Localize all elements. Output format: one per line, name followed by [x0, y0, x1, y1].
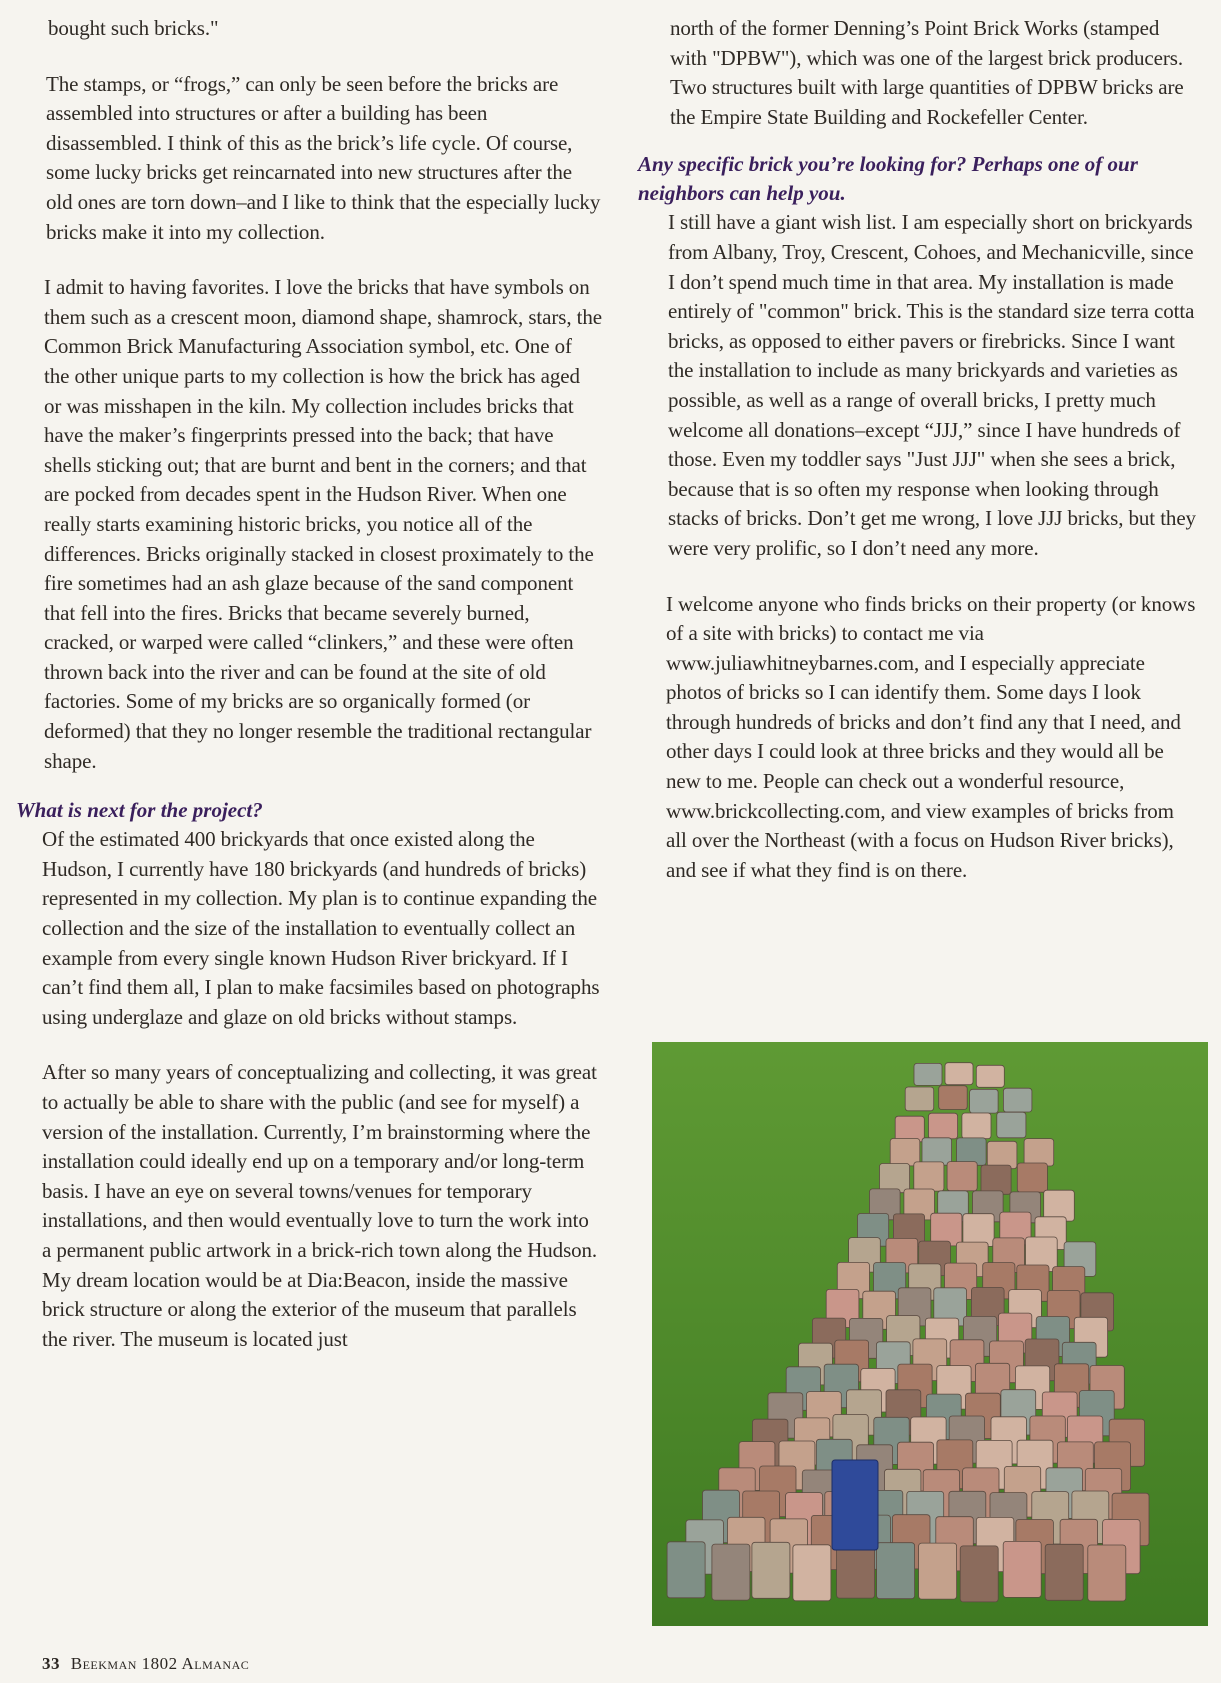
brick: [914, 1063, 942, 1085]
brick: [905, 1087, 934, 1111]
brick: [1017, 1163, 1047, 1192]
brick: [712, 1544, 750, 1600]
brick: [962, 1113, 991, 1139]
brick: [947, 1162, 977, 1191]
left-paragraph-1: bought such bricks.": [48, 16, 219, 40]
brick: [929, 1113, 958, 1139]
brick-installation-photo: [652, 1042, 1208, 1626]
brick: [919, 1543, 957, 1599]
brick: [1045, 1544, 1083, 1600]
brick: [939, 1086, 968, 1110]
brick: [1088, 1545, 1126, 1601]
left-column: [16, 14, 603, 1354]
brick: [960, 1546, 998, 1602]
page-footer: [42, 1654, 249, 1674]
right-paragraph-2: I still have a giant wish list. I am especially short on brickyards from Albany, Troy, Crescent, Cohoes, and Mechanicville, since I don’t spend much time in that area. My installation is made entirely of "common" brick. This is the standard size terra cotta bricks, as opposed to either pavers or firebricks. Since I want the installation to include as many brickyards and varieties as possible, as well as a range of overall bricks, I pretty much welcome all donations–except “JJJ,” since I have hundreds of those. Even my toddler says "Just JJJ" when she sees a brick, because that is so often my response when looking through stacks of bricks. Don’t get me wrong, I love JJJ bricks, but they were very prolific, so I don’t need any more.: [668, 210, 1196, 560]
brick: [945, 1063, 973, 1085]
left-paragraph-2: The stamps, or “frogs,” can only be seen before the bricks are assembled into structures or after a building has been disassembled. I think of this as the brick’s life cycle. Of course, some lucky bricks get reincarnated into new structures after the old ones are torn down–and I like to think that the especially lucky bricks make it into my collection.: [46, 71, 601, 244]
left-paragraph-4: Of the estimated 400 brickyards that once existed along the Hudson, I currently have 180 brickyards (and hundreds of bricks) represented in my collection. My plan is to continue expanding the collection and the size of the installation to eventually collect an example from every single known Hudson River brickyard. If I can’t find them all, I plan to make facsimiles based on photographs using underglaze and glaze on old bricks without stamps.: [42, 827, 600, 1029]
left-paragraph-3: I admit to having favorites. I love the bricks that have symbols on them such as a crescent moon, diamond shape, shamrock, stars, the Common Brick Manufacturing Association symbol, etc. One of the other unique parts to my collection is how the brick has aged or was misshapen in the kiln. My collection includes bricks that have the maker’s fingerprints pressed into the back; that have shells sticking out; that are burnt and bent in the corners; and that are pocked from decades spent in the Hudson River. When one really starts examining historic bricks, you notice all of the differences. Bricks originally stacked in closest proximately to the fire sometimes had an ash glaze because of the sand component that fell into the fires. Bricks that became severely burned, cracked, or warped were called “clinkers,” and these were often thrown back into the river and can be found at the site of old factories. Some of my bricks are so organically formed (or deformed) that they no longer resemble the traditional rectangular shape.: [44, 275, 603, 773]
brick: [976, 1065, 1004, 1087]
right-column: [638, 14, 1196, 885]
brick: [1003, 1541, 1041, 1597]
right-paragraph-1: north of the former Denning’s Point Brick Works (stamped with "DPBW"), which was one of the largest brick producers. Two structures built with large quantities of DPBW bricks are the Empire State Building and Rockefeller Center.: [670, 16, 1184, 129]
section-heading-wishlist: Any specific brick you’re looking for? Perhaps one of our neighbors can help you.: [638, 152, 1138, 206]
publication-name: Beekman 1802 Almanac: [70, 1654, 250, 1673]
left-paragraph-5: After so many years of conceptualizing and collecting, it was great to actually be able to share with the public (and see for myself) a version of the installation. Currently, I’m brainstorming where the installation could ideally end up on a temporary and/or long-term basis. I have an eye on several towns/venues for temporary installations, and then would eventually love to turn the work into a permanent public artwork in a brick-rich town along the Hudson. My dream location would be at Dia:Beacon, inside the massive brick structure or along the exterior of the museum that parallels the river. The museum is located just: [42, 1060, 598, 1351]
brick: [963, 1214, 994, 1247]
brick: [987, 1141, 1017, 1168]
brick: [667, 1542, 705, 1598]
brick: [981, 1165, 1011, 1194]
brick: [1003, 1088, 1032, 1112]
brick: [922, 1138, 952, 1165]
brick: [997, 1112, 1026, 1138]
brick: [957, 1138, 987, 1165]
right-paragraph-3: I welcome anyone who finds bricks on their property (or knows of a site with bricks) to contact me via www.juliawhitneybarnes.com, and I especially appreciate photos of bricks so I can identify them. Some days I look through hundreds of bricks and don’t find any that I need, and other days I could look at three bricks and they would all be new to me. People can check out a wonderful resource, www.brickcollecting.com, and view examples of bricks from all over the Northeast (with a focus on Hudson River bricks), and see if what they find is on there.: [666, 591, 1196, 882]
brick: [895, 1116, 924, 1142]
brick: [1024, 1139, 1054, 1166]
brick: [752, 1542, 790, 1598]
brick: [970, 1089, 999, 1113]
page-number: 33: [42, 1654, 60, 1673]
brick: [793, 1545, 831, 1601]
section-heading-next: What is next for the project?: [16, 798, 263, 823]
blue-brick: [832, 1460, 878, 1550]
brick: [880, 1164, 910, 1193]
brick: [877, 1543, 915, 1599]
brick: [914, 1162, 944, 1191]
brick-path-illustration: [652, 1042, 1208, 1626]
